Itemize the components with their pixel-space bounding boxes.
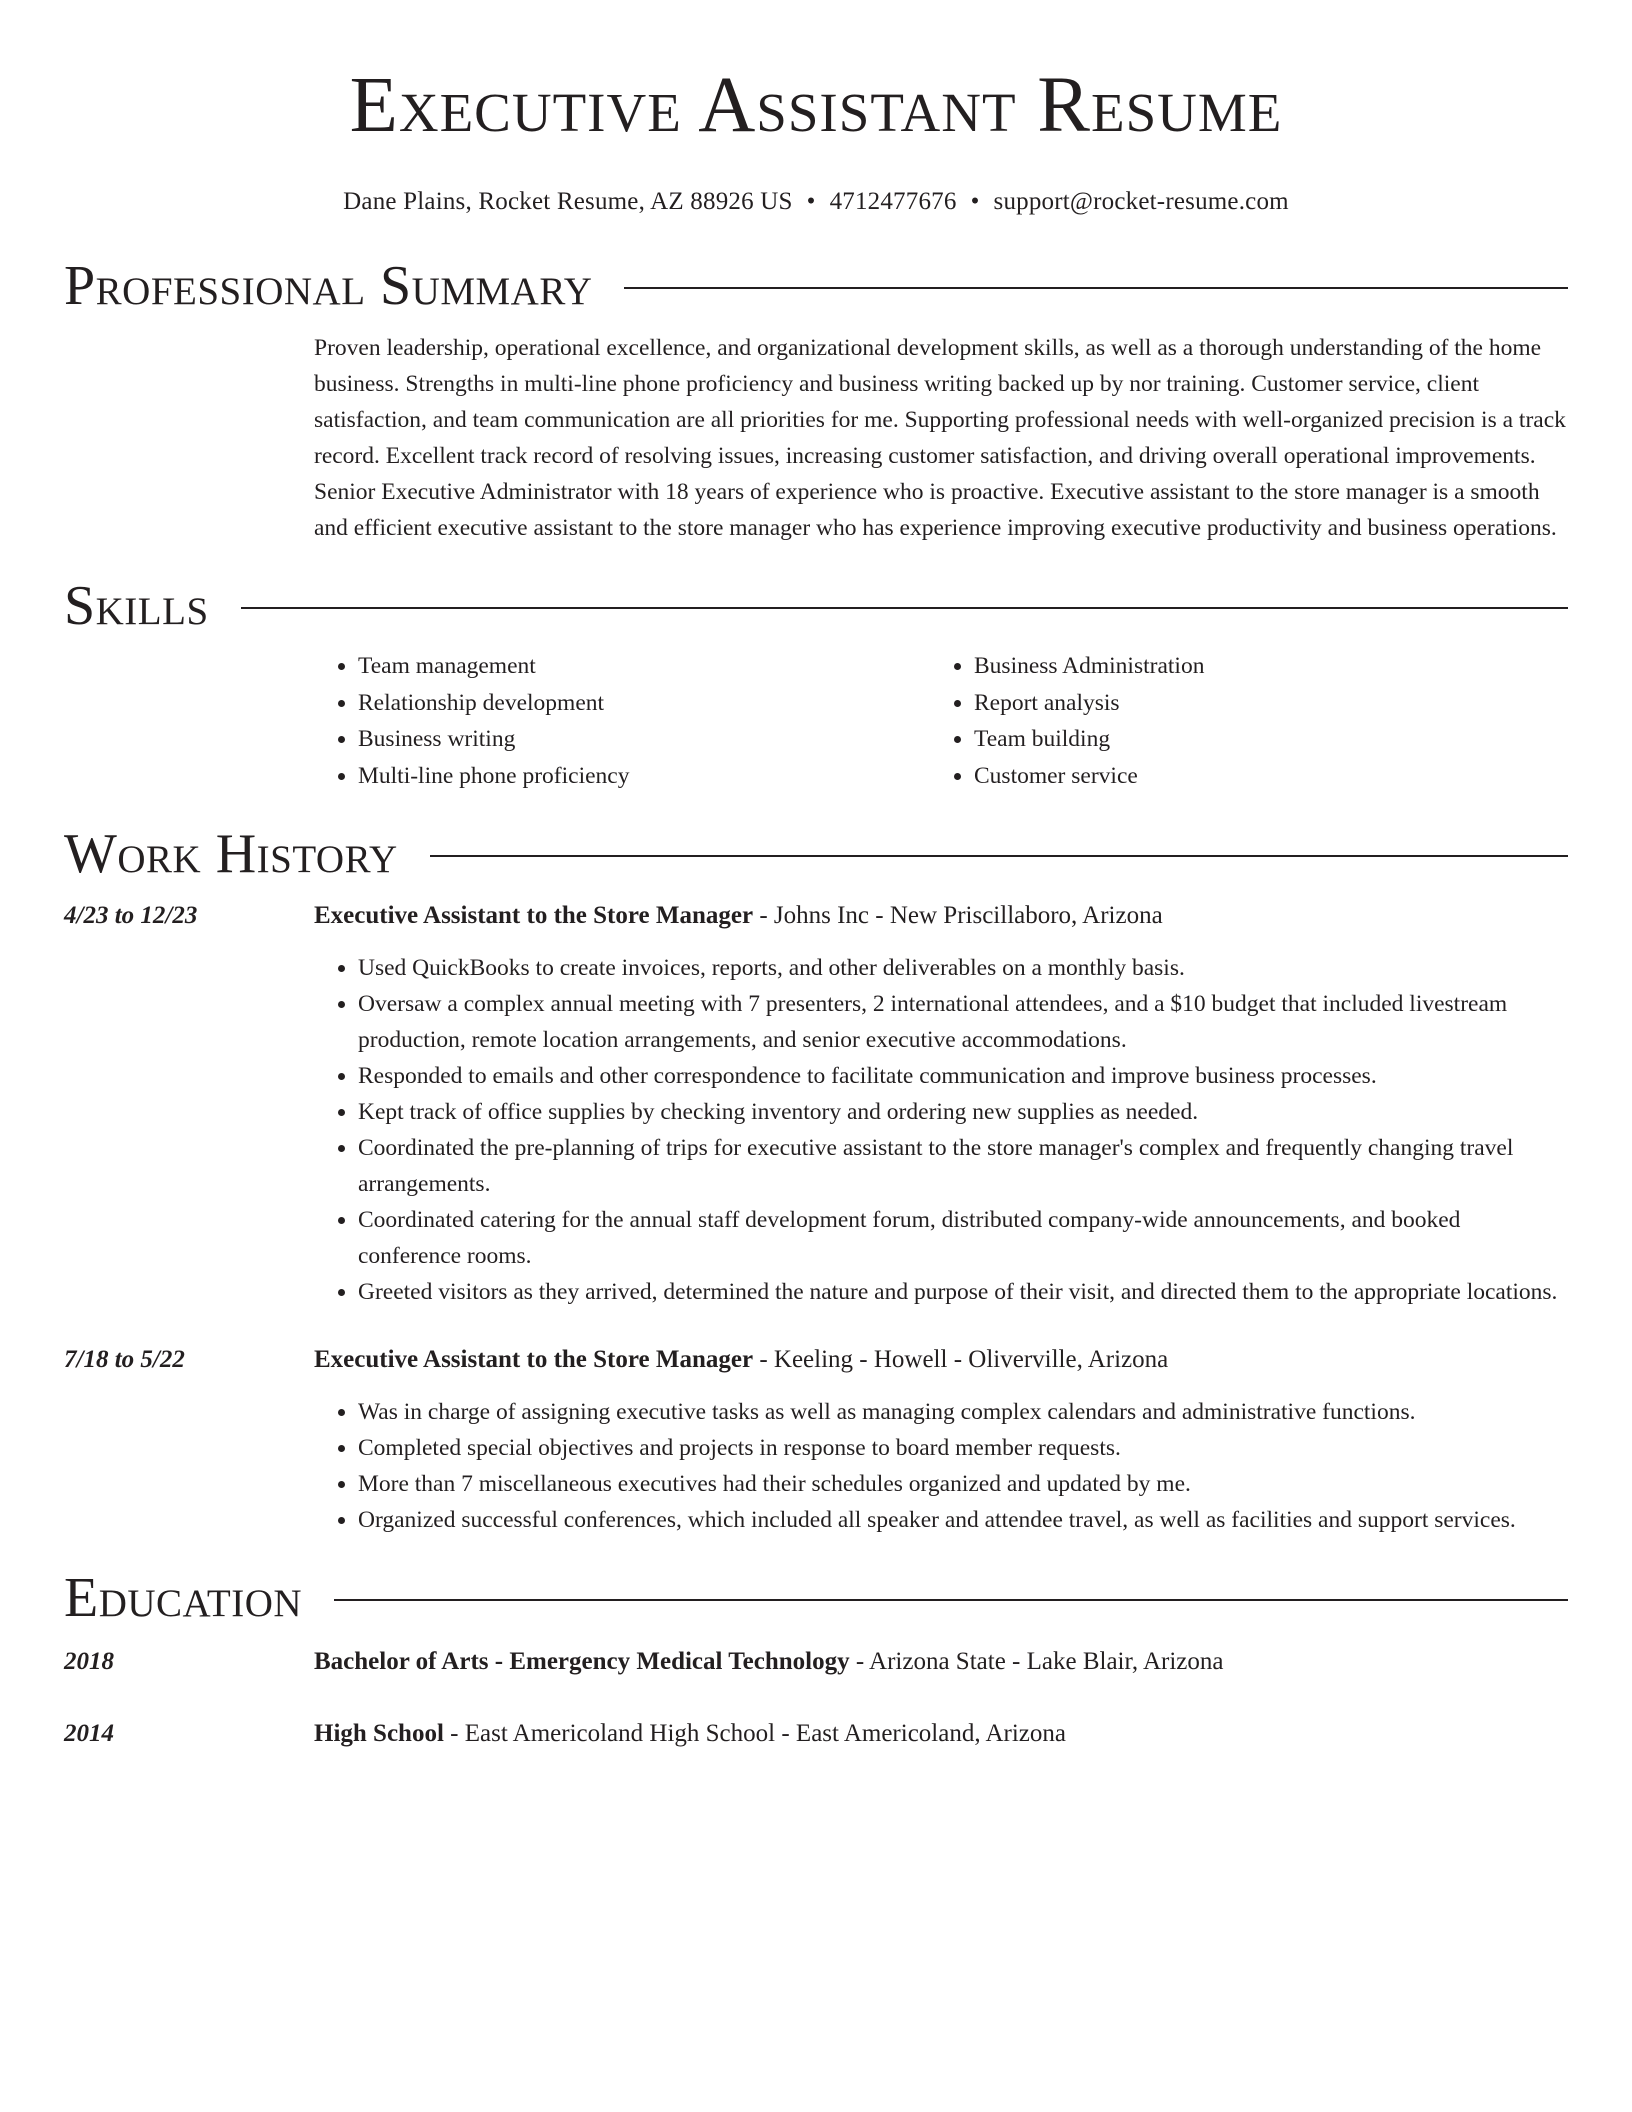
education-year: 2018 (64, 1648, 114, 1675)
work-headline (314, 898, 1568, 934)
section-divider (334, 1599, 1568, 1601)
work-entry (64, 1342, 1568, 1538)
work-bullets (314, 950, 1568, 1310)
degree: High School (314, 1720, 444, 1747)
work-bullet: • Responded to emails and other correspondence to facilitate communication and improve business processes. (358, 1058, 1568, 1094)
skills-list (314, 648, 1568, 794)
work-headline (314, 1342, 1568, 1378)
work-bullet: • More than 7 miscellaneous executives had their schedules organized and updated by me. (358, 1466, 1568, 1502)
school-details: - East Americoland High School - East Americoland, Arizona (443, 1720, 1066, 1747)
contact-line (64, 188, 1568, 216)
work-bullets (314, 1394, 1568, 1538)
work-bullet: • Greeted visitors as they arrived, determined the nature and purpose of their visit, and directed them to the appropriate locations. (358, 1274, 1568, 1310)
work-bullet: • Completed special objectives and projects in response to board member requests. (358, 1430, 1568, 1466)
education-heading: Education (64, 1567, 303, 1629)
section-divider (430, 855, 1568, 857)
contact-phone: 4712477676 (829, 188, 957, 215)
summary-section-header (64, 254, 1568, 318)
work-bullet: • Coordinated catering for the annual staff development forum, distributed company-wide announcements, and booked conference rooms. (358, 1202, 1568, 1274)
skills-heading: Skills (64, 575, 209, 637)
skill-item: • Business writing (358, 721, 930, 758)
work-dates: 7/18 to 5/22 (64, 1346, 185, 1373)
job-title: Executive Assistant to the Store Manager (314, 902, 754, 929)
contact-separator: • (970, 188, 980, 215)
education-headline (314, 1716, 1568, 1752)
work-bullet: • Kept track of office supplies by checking inventory and ordering new supplies as needed. (358, 1094, 1568, 1130)
job-title: Executive Assistant to the Store Manager (314, 1346, 754, 1373)
contact-email: support@rocket-resume.com (993, 188, 1289, 215)
work-section-header (64, 822, 1568, 886)
skills-column-left (314, 648, 930, 794)
job-details: - Keeling - Howell - Oliverville, Arizona (753, 1346, 1169, 1373)
work-dates: 4/23 to 12/23 (64, 902, 198, 929)
work-bullet: • Organized successful conferences, which included all speaker and attendee travel, as well as facilities and support services. (358, 1502, 1568, 1538)
skill-item: • Team management (358, 648, 930, 685)
section-divider (241, 607, 1568, 609)
summary-heading: Professional Summary (64, 255, 593, 317)
job-details: - Johns Inc - New Priscillaboro, Arizona (753, 902, 1163, 929)
work-bullet: • Coordinated the pre-planning of trips for executive assistant to the store manager's complex and frequently changing travel arrangements. (358, 1130, 1568, 1202)
education-headline (314, 1644, 1568, 1680)
education-year: 2014 (64, 1720, 114, 1747)
contact-address: Dane Plains, Rocket Resume, AZ 88926 US (343, 188, 793, 215)
work-bullet: • Used QuickBooks to create invoices, reports, and other deliverables on a monthly basis. (358, 950, 1568, 986)
resume-title: Executive Assistant Resume (349, 62, 1283, 149)
skills-column-right (930, 648, 1546, 794)
skills-section-header (64, 574, 1568, 638)
work-bullet: • Oversaw a complex annual meeting with 7 presenters, 2 international attendees, and a $10 budget that included livestream production, remote location arrangements, and senior executive accommodations. (358, 986, 1568, 1058)
skill-item: • Customer service (974, 758, 1546, 795)
work-entry (64, 898, 1568, 1310)
skill-item: • Relationship development (358, 685, 930, 722)
work-bullet: • Was in charge of assigning executive tasks as well as managing complex calendars and administrative functions. (358, 1394, 1568, 1430)
education-entry (64, 1716, 1568, 1752)
degree: Bachelor of Arts - Emergency Medical Technology (314, 1648, 850, 1675)
skill-item: • Team building (974, 721, 1546, 758)
education-entry (64, 1644, 1568, 1680)
skill-item: • Business Administration (974, 648, 1546, 685)
section-divider (624, 287, 1568, 289)
skill-item: • Report analysis (974, 685, 1546, 722)
summary-text: Proven leadership, operational excellence, and organizational development skills, as well as a thorough understanding of the home business. Strengths in multi-line phone proficiency and business writing backed up by nor training. Customer service, client satisfaction, and team communication are all priorities for me. Supporting professional needs with well-organized precision is a track record. Excellent track record of resolving issues, increasing customer satisfaction, and driving overall operational improvements. Senior Executive Administrator with 18 years of experience who is proactive. Executive assistant to the store manager is a smooth and efficient executive assistant to the store manager who has experience improving executive productivity and business operations. (314, 335, 1566, 541)
skill-item: • Multi-line phone proficiency (358, 758, 930, 795)
contact-separator: • (806, 188, 816, 215)
work-heading: Work History (64, 823, 398, 885)
school-details: - Arizona State - Lake Blair, Arizona (849, 1648, 1224, 1675)
education-section-header (64, 1566, 1568, 1630)
